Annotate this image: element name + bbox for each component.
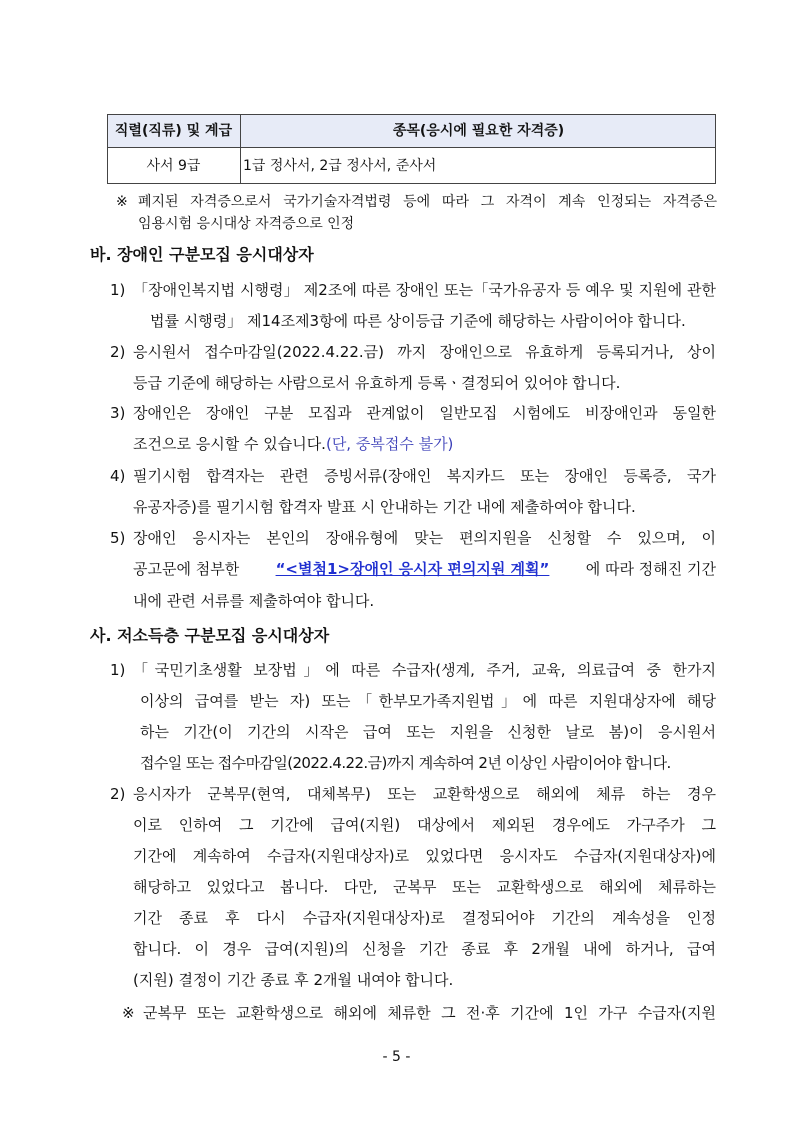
- section-heading: 바. 장애인 구분모집 응시대상자: [90, 245, 314, 264]
- item-line: 하는 기간(이 기간의 시작은 급여 또는 지원을 신청한 날로 봄)이 응시원서: [140, 723, 716, 741]
- item-line: 이상의 급여를 받는 자) 또는「한부모가족지원법」에 따른 지원대상자에 해당: [140, 692, 716, 710]
- item-line: 장애인은 장애인 구분 모집과 관계없이 일반모집 시험에도 비장애인과 동일한: [133, 404, 716, 422]
- item-line: 접수일 또는 접수마감일(2022.4.22.금)까지 계속하여 2년 이상인 사람이어야 합니다.: [140, 754, 671, 772]
- item-number: 2): [110, 343, 126, 361]
- item-number: 1): [110, 281, 126, 299]
- item-line: 내에 관련 서류를 제출하여야 합니다.: [133, 592, 375, 610]
- section-heading: 사. 저소득층 구분모집 응시대상자: [90, 626, 330, 645]
- item-number: 2): [110, 785, 126, 803]
- note-mark: ※: [122, 1004, 135, 1022]
- attachment-link[interactable]: “<별첨1>장애인 응시자 편의지원 계획”: [275, 560, 550, 578]
- item-line: 해당하고 있었다고 봅니다. 다만, 군복무 또는 교환학생으로 해외에 체류하는: [133, 878, 716, 896]
- item-number: 3): [110, 404, 126, 422]
- page-number: - 5 -: [382, 1049, 411, 1065]
- item-line: [133, 434, 453, 454]
- item-line: 필기시험 합격자는 관련 증빙서류(장애인 복지카드 또는 장애인 등록증, 국가: [133, 467, 716, 485]
- item-text: 조건으로 응시할 수 있습니다.: [133, 435, 326, 453]
- item-line: 응시원서 접수마감일(2022.4.22.금) 까지 장애인으로 유효하게 등록되거나, 상이: [133, 343, 716, 361]
- table-cell-grade: 사서 9급: [146, 158, 201, 174]
- qualification-table: [107, 114, 716, 184]
- note-line: 폐지된 자격증으로서 국가기술자격법령 등에 따라 그 자격이 계속 인정되는 자격증은: [138, 194, 717, 210]
- item-number: 5): [110, 529, 126, 547]
- item-line: 「장애인복지법 시행령」 제2조에 따른 장애인 또는「국가유공자 등 예우 및 지원에 관한: [133, 281, 716, 299]
- item-line: 기간 종료 후 다시 수급자(지원대상자)로 결정되어야 기간의 계속성을 인정: [133, 909, 716, 927]
- item-line: 이로 인하여 그 기간에 급여(지원) 대상에서 제외된 경우에도 가구주가 그: [133, 816, 716, 834]
- table-header-grade: 직렬(직류) 및 계급: [114, 123, 233, 139]
- note-line: 군복무 또는 교환학생으로 해외에 체류한 그 전·후 기간에 1인 가구 수급자(지원: [143, 1004, 716, 1022]
- item-line: 장애인 응시자는 본인의 장애유형에 맞는 편의지원을 신청할 수 있으며, 이: [133, 529, 716, 547]
- note-line: 임용시험 응시대상 자격증으로 인정: [138, 216, 355, 232]
- item-line: [133, 559, 716, 579]
- item-text: 에 따라 정해진 기간: [585, 560, 716, 578]
- table-cell-certificate: 1급 정사서, 2급 정사서, 준사서: [243, 158, 437, 174]
- item-number: 4): [110, 467, 126, 485]
- item-line: 「국민기초생활 보장법」에 따른 수급자(생계, 주거, 교육, 의료급여 중 한가지: [133, 661, 716, 679]
- highlight-text: (단, 중복접수 불가): [325, 435, 454, 453]
- item-line: 법률 시행령」 제14조제3항에 따른 상이등급 기준에 해당하는 사람이어야 합니다.: [150, 312, 686, 330]
- item-line: 기간에 계속하여 수급자(지원대상자)로 있었다면 응시자도 수급자(지원대상자)에: [133, 847, 716, 865]
- item-number: 1): [110, 661, 126, 679]
- table-header-certificate: 종목(응시에 필요한 자격증): [392, 123, 565, 139]
- item-line: 유공자증)를 필기시험 합격자 발표 시 안내하는 기간 내에 제출하여야 합니다.: [133, 498, 636, 516]
- note-mark: ※: [116, 194, 128, 210]
- item-line: 응시자가 군복무(현역, 대체복무) 또는 교환학생으로 해외에 체류 하는 경우: [133, 785, 716, 803]
- item-line: 합니다. 이 경우 급여(지원)의 신청을 기간 종료 후 2개월 내에 하거나, 급여: [133, 940, 716, 958]
- item-line: 등급 기준에 해당하는 사람으로서 유효하게 등록ㆍ결정되어 있어야 합니다.: [133, 374, 621, 392]
- item-text: 공고문에 첨부한: [133, 560, 240, 578]
- item-line: (지원) 결정이 기간 종료 후 2개월 내여야 합니다.: [133, 971, 454, 989]
